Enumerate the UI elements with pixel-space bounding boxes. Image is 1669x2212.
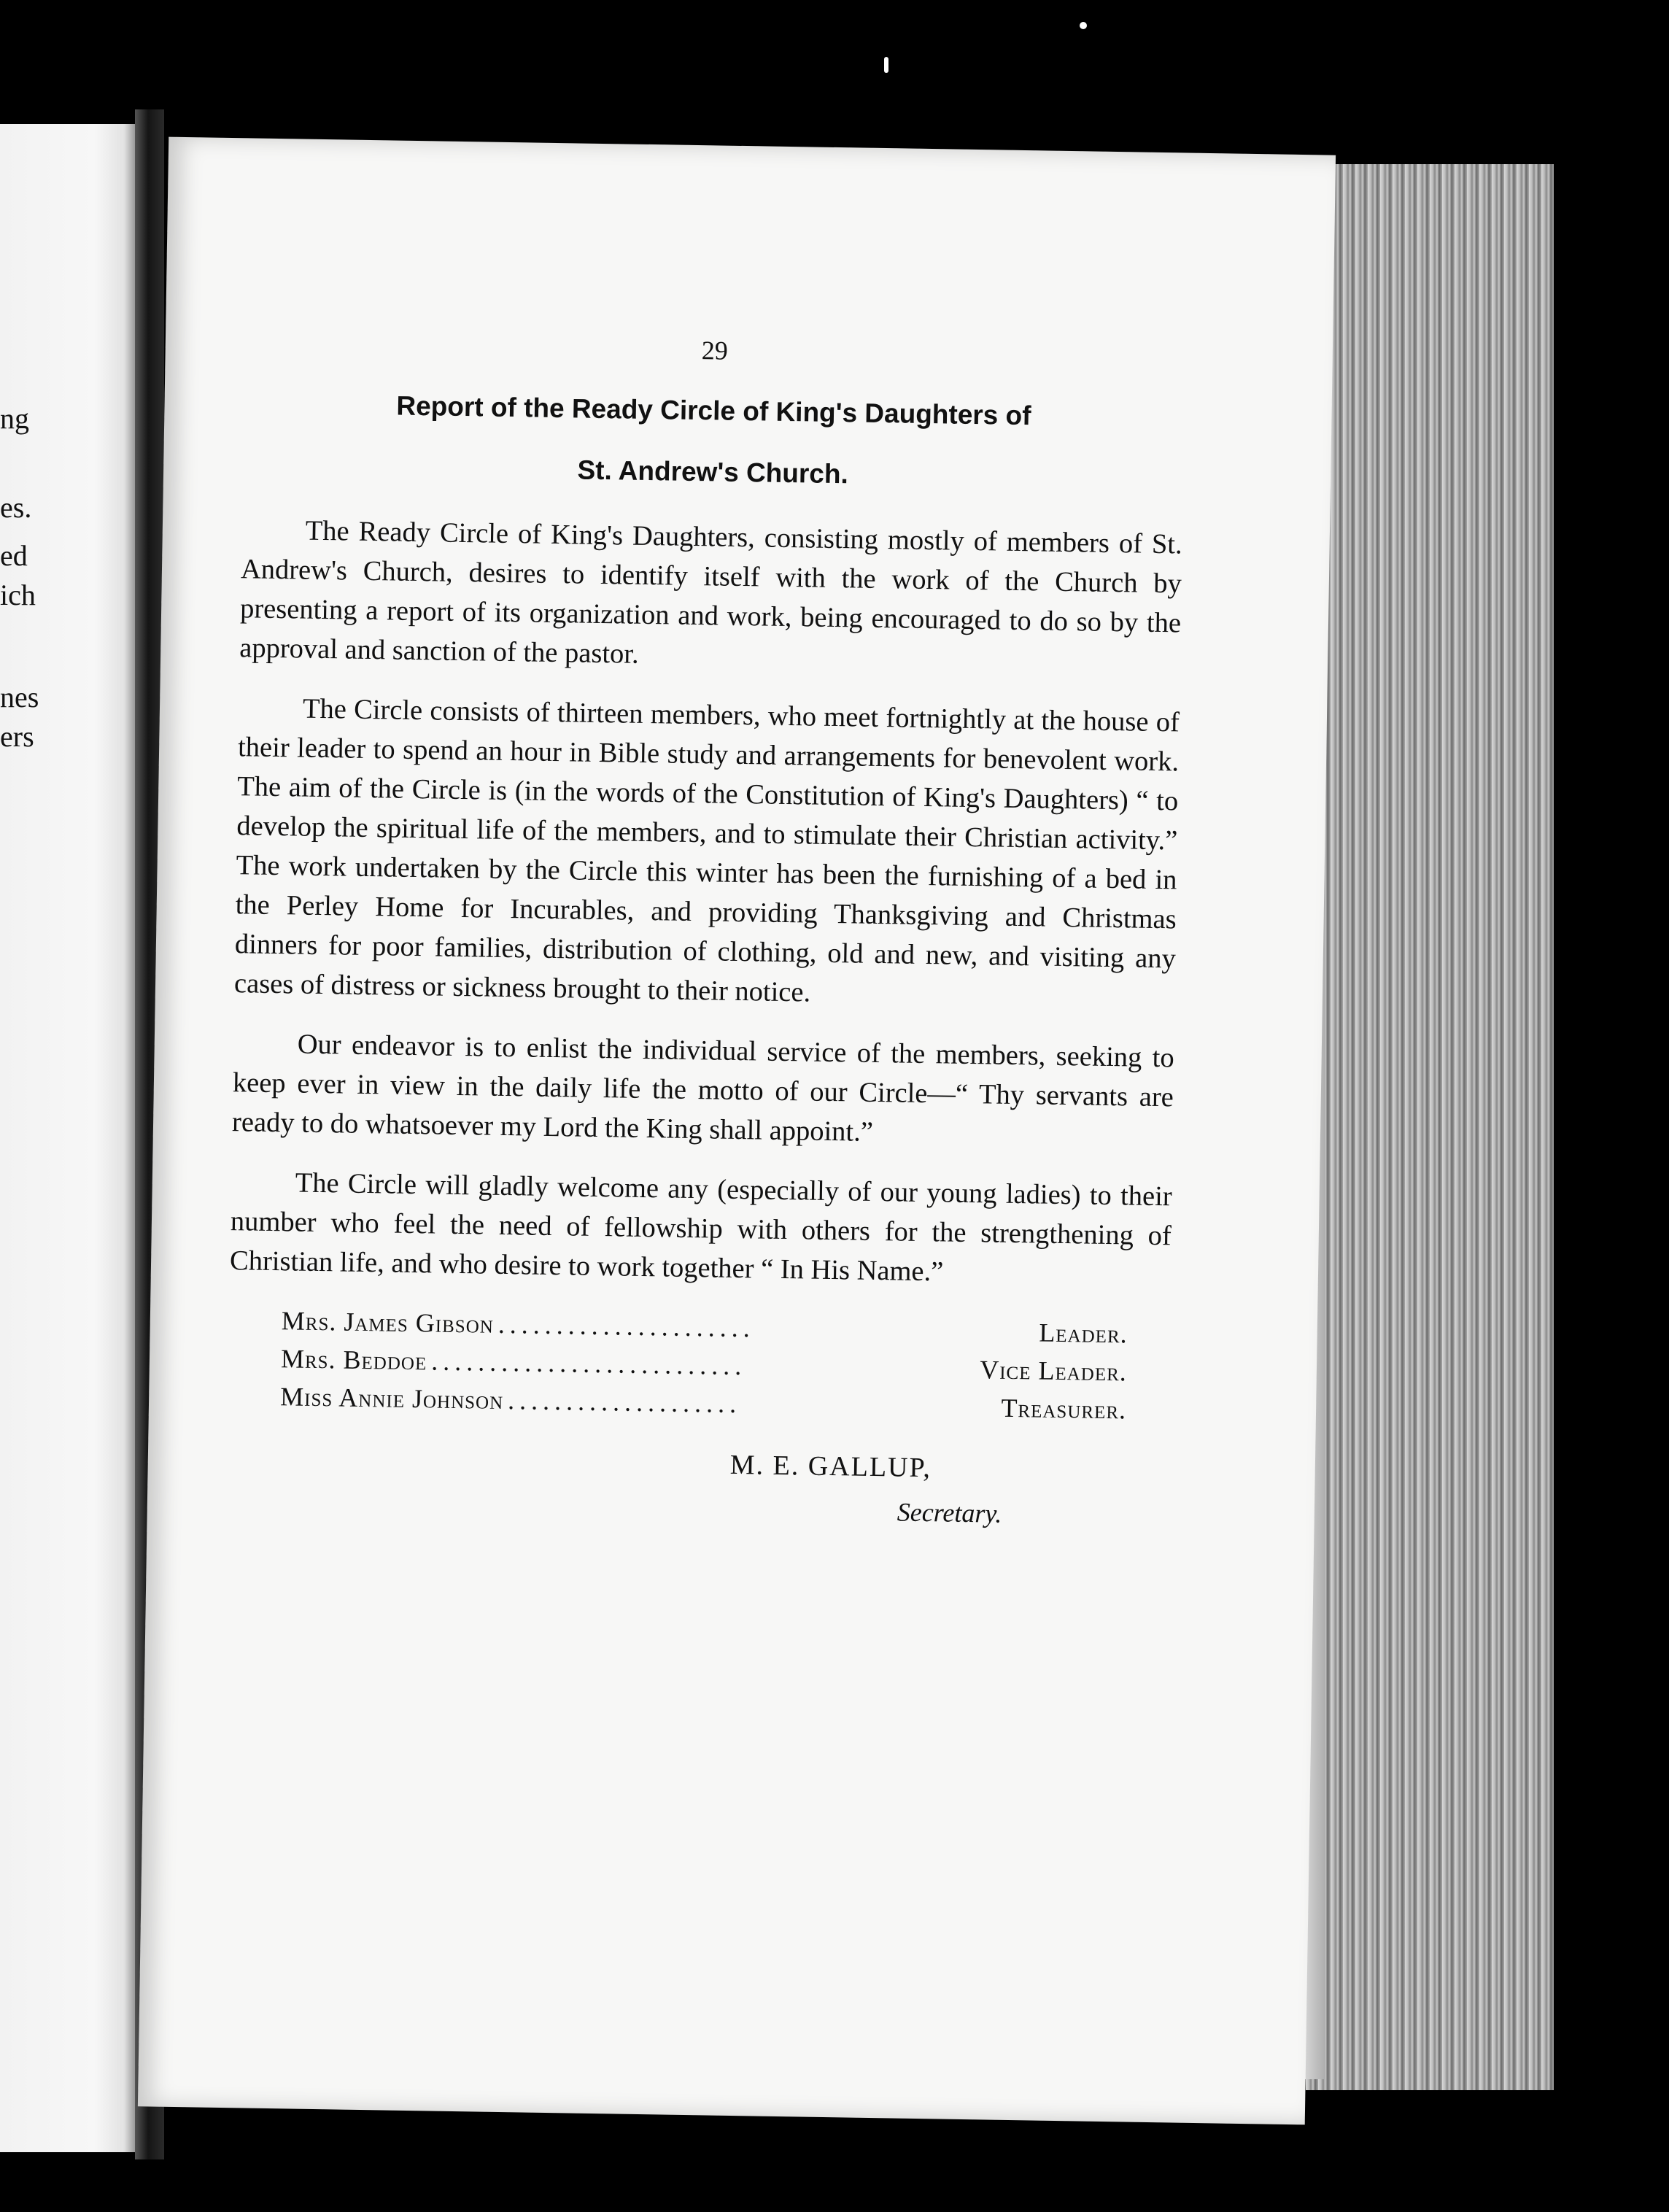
scan-speck: [1080, 22, 1087, 29]
left-page-fragment: nes: [0, 681, 39, 714]
paragraph-membership: The Circle consists of thirteen members, who meet fortnightly at the house of their leader to spend an hour in Bible study and arrangements for benevolent work. The aim of the Circle is (in the words of the Constitution of King's Daughters) “ to develop the spiritual life of the members, and to stimulate their Christian activity.” The work undertaken by the Circle this winter has been the furnishing of a bed in the Perley Home for Incurables, and providing Thanksgiving and Christmas dinners for poor families, distribution of clothing, old and new, and visiting any cases of distress or sickness brought to their notice.: [233, 693, 1180, 1008]
page-number: 29: [701, 336, 729, 366]
left-page-fragment: ed: [0, 539, 28, 572]
title-line-1: Report of the Ready Circle of King's Daughters of: [396, 390, 1031, 431]
book-page: [138, 137, 1336, 2125]
paragraph-welcome: The Circle will gladly welcome any (especially of our young ladies) to their number who feel the need of fellowship with others for the strengthening of Christian life, and who desire to work together “ In His Name.”: [229, 1167, 1172, 1288]
paragraph-endeavor: Our endeavor is to enlist the individual service of the members, seeking to keep ever in view in the daily life the motto of our Circle—“ Thy servants are ready to do whatsoever my Lord the King shall appoint.”: [231, 1029, 1174, 1148]
title-line-2: St. Andrew's Church.: [577, 455, 849, 490]
officer-role: Treasurer.: [1001, 1393, 1127, 1425]
officer-name: Mrs. James Gibson: [281, 1306, 495, 1339]
leader-dots: ......................: [497, 1309, 756, 1343]
officer-role: Leader.: [1039, 1318, 1128, 1349]
leader-dots: ....................: [507, 1385, 742, 1419]
page-block-edges: [1306, 164, 1554, 2090]
signature-name: M. E. GALLUP,: [729, 1449, 932, 1484]
officers-list: [280, 1302, 1128, 1428]
left-page-fragment: ich: [0, 579, 36, 611]
officer-name: Miss Annie Johnson: [279, 1382, 504, 1415]
officer-name: Mrs. Beddoe: [280, 1344, 427, 1376]
leader-dots: ...........................: [430, 1346, 747, 1381]
officer-role: Vice Leader.: [979, 1355, 1128, 1387]
left-facing-page: [0, 124, 135, 2152]
report-title: [242, 373, 1185, 510]
scan-speck: [884, 57, 888, 73]
left-page-fragment: es.: [0, 491, 32, 524]
paragraph-intro: The Ready Circle of King's Daughters, consisting mostly of members of St. Andrew's Church, desires to identify itself with the work of the Church by presenting a report of its organization and work, being encouraged to do so by the approval and sanction of the pastor.: [239, 515, 1183, 670]
left-page-fragment: ng: [0, 402, 29, 435]
page-content: [226, 328, 1185, 1531]
left-page-fragment: ers: [0, 720, 34, 753]
signature-role: Secretary.: [897, 1497, 1002, 1528]
